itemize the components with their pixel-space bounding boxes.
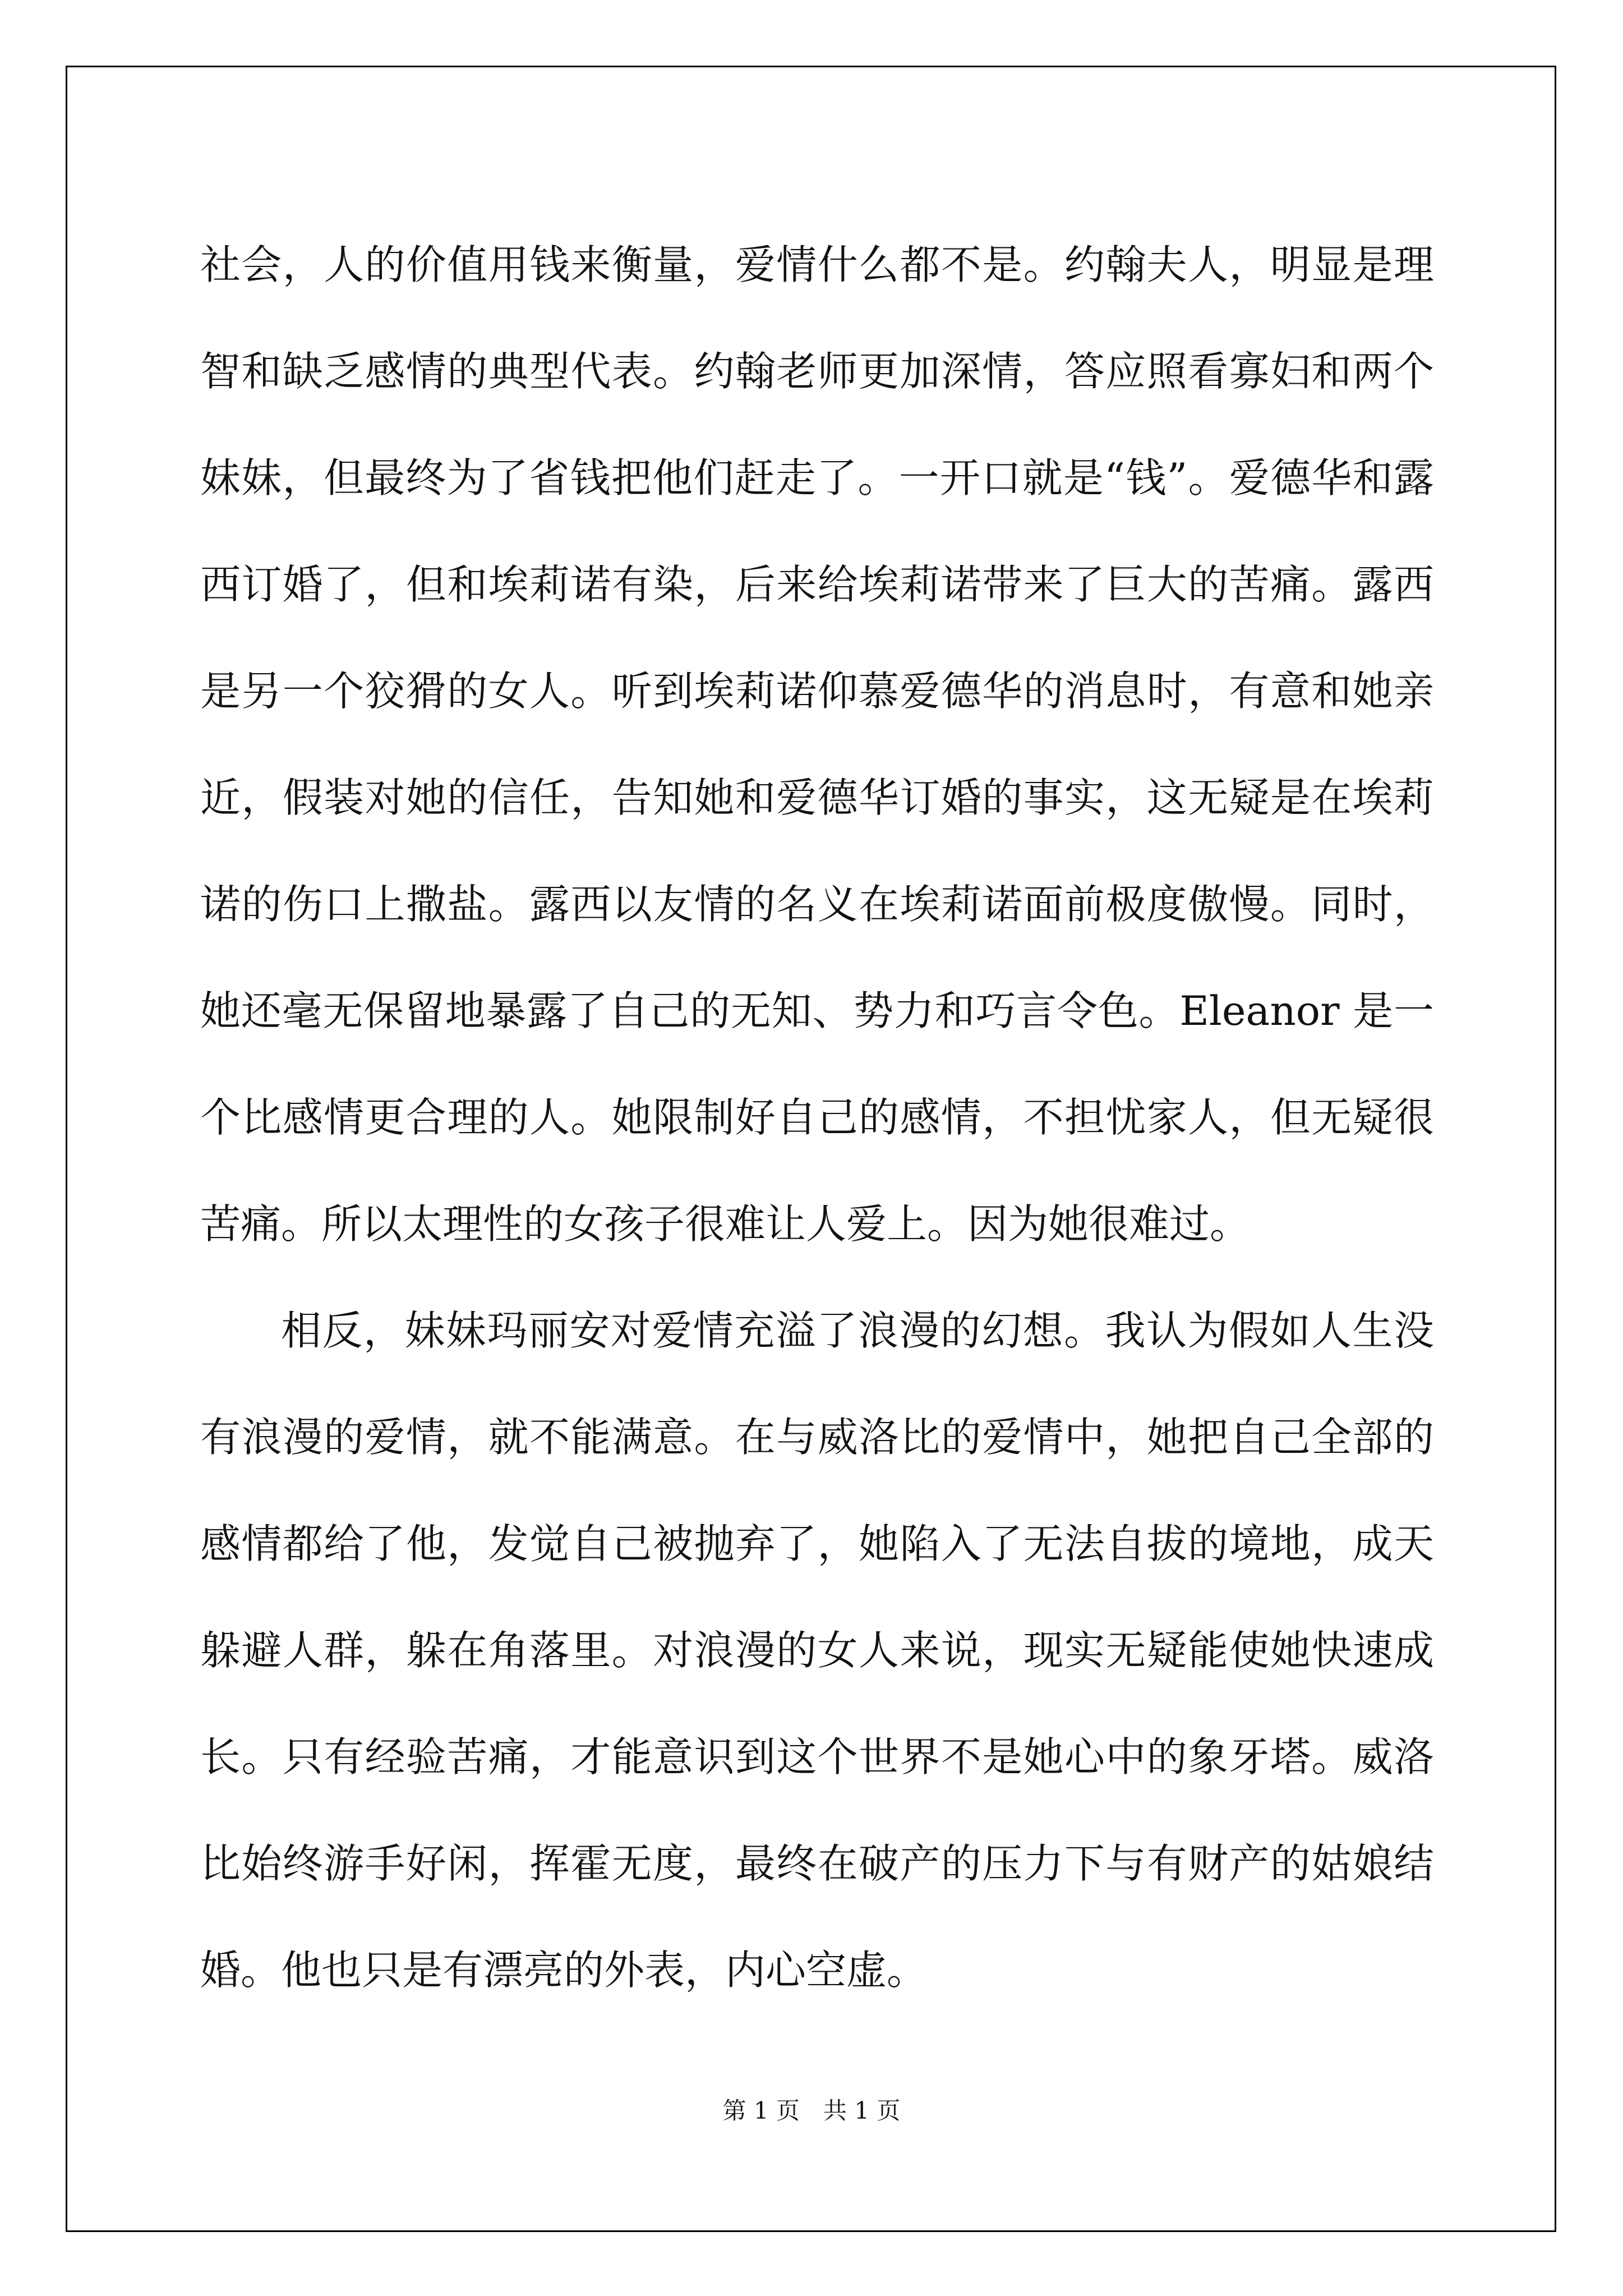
document-body bbox=[200, 211, 1434, 2023]
page-number-footer: 第 1 页 共 1 页 bbox=[722, 2097, 901, 2124]
paragraph-1: 社会，人的价值用钱来衡量，爱情什么都不是。约翰夫人，明显是理智和缺乏感情的典型代表。约翰老师更加深情，答应照看寡妇和两个妹妹，但最终为了省钱把他们赶走了。一开口就是“钱”。爱德华和露西订婚了，但和埃莉诺有染，后来给埃莉诺带来了巨大的苦痛。露西是另一个狡猾的女人。听到埃莉诺仰慕爱德华的消息时，有意和她亲近，假装对她的信任，告知她和爱德华订婚的事实，这无疑是在埃莉诺的伤口上撒盐。露西以友情的名义在埃莉诺面前极度傲慢。同时，她还毫无保留地暴露了自己的无知、势力和巧言令色。Eleanor 是一个比感情更合理的人。她限制好自己的感情，不担忧家人，但无疑很苦痛。所以太理性的女孩子很难让人爱上。因为她很难过。 bbox=[200, 241, 1434, 1248]
paragraph-2: 相反，妹妹玛丽安对爱情充溢了浪漫的幻想。我认为假如人生没有浪漫的爱情，就不能满意。在与威洛比的爱情中，她把自己全部的感情都给了他，发觉自己被抛弃了，她陷入了无法自拔的境地，成天躲避人群，躲在角落里。对浪漫的女人来说，现实无疑能使她快速成长。只有经验苦痛，才能意识到这个世界不是她心中的象牙塔。威洛比始终游手好闲，挥霍无度，最终在破产的压力下与有财产的姑娘结婚。他也只是有漂亮的外表，内心空虚。 bbox=[200, 1307, 1434, 1994]
